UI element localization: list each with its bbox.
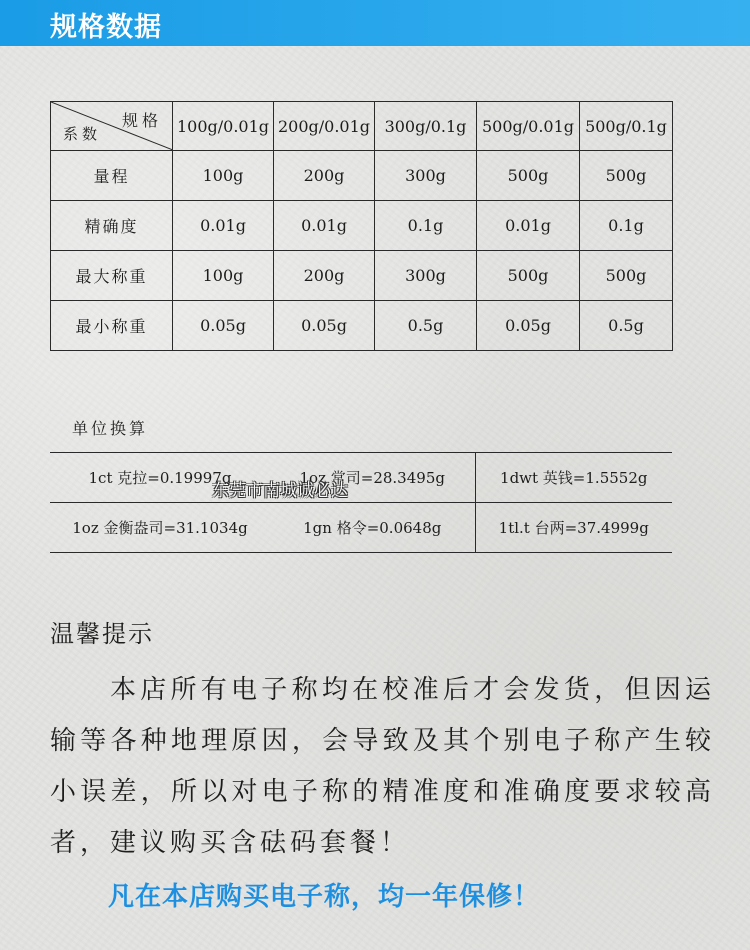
spec-row-label: 量程	[51, 151, 173, 201]
unit-conversion-table	[50, 452, 672, 553]
spec-cell: 500g	[477, 251, 580, 301]
header-bar	[0, 0, 750, 46]
unit-cell: 1oz 常司=28.3495g	[270, 453, 475, 503]
spec-cell: 0.05g	[274, 301, 375, 351]
unit-cell: 1ct 克拉=0.19997g	[50, 453, 270, 503]
spec-cell: 300g	[375, 251, 477, 301]
spec-cell: 0.01g	[477, 201, 580, 251]
spec-corner-cell	[51, 102, 173, 151]
unit-conversion-title: 单位换算	[72, 419, 149, 438]
spec-column-header: 300g/0.1g	[375, 102, 477, 151]
unit-cell: 1oz 金衡盎司=31.1034g	[50, 503, 270, 553]
spec-cell: 0.05g	[173, 301, 274, 351]
spec-cell: 500g	[477, 151, 580, 201]
spec-cell: 0.01g	[274, 201, 375, 251]
spec-row-min-weight	[51, 301, 673, 351]
spec-cell: 0.01g	[173, 201, 274, 251]
page-title: 规格数据	[50, 12, 162, 43]
corner-label-spec: 规格	[121, 111, 162, 130]
spec-column-header: 500g/0.1g	[580, 102, 673, 151]
spec-column-header: 100g/0.01g	[173, 102, 274, 151]
spec-header-row	[51, 102, 673, 151]
spec-column-header: 200g/0.01g	[274, 102, 375, 151]
corner-label-param: 系数	[63, 125, 102, 143]
spec-cell: 300g	[375, 151, 477, 201]
spec-row-max-weight	[51, 251, 673, 301]
spec-row-label: 最大称重	[51, 251, 173, 301]
unit-cell: 1gn 格令=0.0648g	[270, 503, 475, 553]
spec-cell: 100g	[173, 251, 274, 301]
spec-cell: 500g	[580, 251, 673, 301]
spec-row-label: 精确度	[51, 201, 173, 251]
spec-row-label: 最小称重	[51, 301, 173, 351]
unit-row	[50, 453, 672, 503]
spec-cell: 100g	[173, 151, 274, 201]
warranty-notice: 凡在本店购买电子称，均一年保修！	[108, 882, 541, 912]
tips-title: 温馨提示	[50, 620, 154, 648]
spec-row-precision	[51, 201, 673, 251]
unit-cell: 1dwt 英钱=1.5552g	[475, 453, 672, 503]
store-watermark: 东莞市南城诚必达	[212, 481, 348, 501]
spec-cell: 200g	[274, 151, 375, 201]
spec-cell: 0.5g	[580, 301, 673, 351]
spec-cell: 0.1g	[375, 201, 477, 251]
spec-table	[50, 101, 673, 351]
spec-cell: 500g	[580, 151, 673, 201]
spec-row-range	[51, 151, 673, 201]
unit-row	[50, 503, 672, 553]
spec-cell: 200g	[274, 251, 375, 301]
tips-body: 本店所有电子称均在校准后才会发货，但因运输等各种地理原因，会导致及其个别电子称产生较小误差，所以对电子称的精准度和准确度要求较高者，建议购买含砝码套餐！	[50, 675, 715, 858]
spec-cell: 0.1g	[580, 201, 673, 251]
spec-column-header: 500g/0.01g	[477, 102, 580, 151]
spec-cell: 0.05g	[477, 301, 580, 351]
spec-cell: 0.5g	[375, 301, 477, 351]
unit-cell: 1tl.t 台两=37.4999g	[475, 503, 672, 553]
